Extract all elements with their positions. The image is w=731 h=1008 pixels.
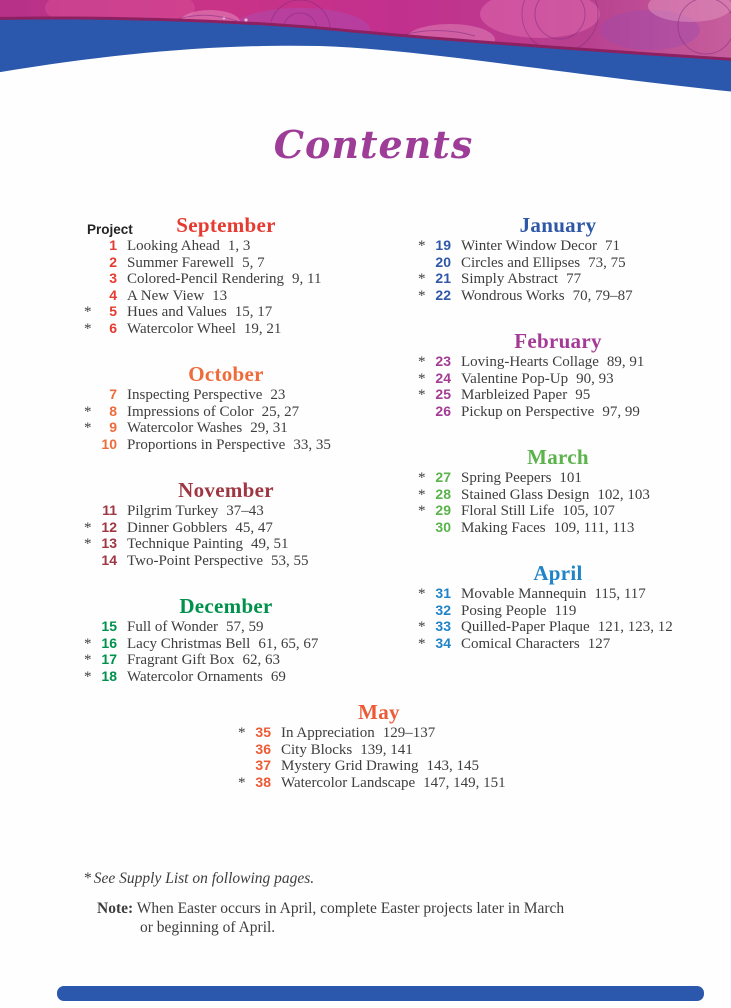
- project-title: Comical Characters: [461, 635, 580, 652]
- project-number: 9: [109, 419, 117, 435]
- month-heading: October: [188, 362, 264, 386]
- project-entry: [84, 419, 368, 436]
- project-pages: 127: [587, 635, 611, 652]
- project-number: 20: [435, 253, 451, 270]
- project-entry: [418, 237, 698, 254]
- project-pages: 15, 17: [234, 304, 273, 320]
- project-pages: 23: [270, 387, 286, 403]
- easter-note: [97, 899, 564, 937]
- project-entry: [418, 370, 698, 387]
- project-entry: [238, 757, 520, 774]
- project-title: Floral Still Life: [461, 503, 555, 519]
- project-title: Simply Abstract: [461, 271, 559, 287]
- supply-list-star: *: [84, 536, 92, 552]
- project-number: 11: [102, 502, 117, 518]
- project-entry: [418, 519, 698, 536]
- project-pages: 73, 75: [588, 254, 626, 271]
- month-section-october: [84, 364, 368, 452]
- supply-list-star: *: [84, 635, 92, 652]
- project-pages: 121, 123, 12: [597, 619, 673, 635]
- project-entry: [418, 635, 698, 652]
- supply-list-star: *: [238, 774, 246, 791]
- project-pages: 129–137: [382, 725, 436, 741]
- supply-list-star: *: [84, 304, 92, 320]
- supply-list-star: *: [418, 586, 426, 602]
- project-entry: [84, 320, 368, 337]
- project-number: 10: [101, 435, 117, 452]
- supply-list-star: *: [84, 420, 92, 436]
- month-section-april: [418, 563, 698, 651]
- project-number: 7: [109, 386, 117, 402]
- project-number: 34: [435, 634, 451, 651]
- month-heading: April: [533, 561, 583, 585]
- project-number: 1: [109, 237, 117, 253]
- bottom-border-bar: [57, 986, 704, 1001]
- project-number: 27: [435, 469, 451, 485]
- supply-list-star: *: [418, 387, 426, 403]
- project-pages: 53, 55: [271, 552, 309, 569]
- month-heading: February: [514, 329, 602, 353]
- project-number: 21: [435, 270, 451, 286]
- project-pages: 69: [270, 668, 286, 685]
- month-heading: March: [527, 445, 589, 469]
- month-section-march: [418, 447, 698, 535]
- project-number: 38: [255, 773, 271, 790]
- month-heading: November: [178, 478, 274, 502]
- supply-list-star: *: [84, 668, 92, 685]
- project-title: Full of Wonder: [127, 619, 219, 635]
- project-title: Inspecting Perspective: [127, 387, 263, 403]
- project-title: Marbleized Paper: [461, 387, 568, 403]
- project-pages: 45, 47: [235, 519, 273, 536]
- month-section-september: [84, 215, 368, 336]
- project-pages: 147, 149, 151: [423, 774, 506, 791]
- project-entry: [418, 602, 698, 619]
- project-title: Mystery Grid Drawing: [281, 758, 419, 774]
- project-entry: [418, 502, 698, 519]
- supply-list-star: *: [418, 370, 426, 387]
- project-title: Circles and Ellipses: [461, 254, 581, 271]
- project-entry: [84, 436, 368, 453]
- project-pages: 95: [575, 387, 591, 403]
- project-entry: [84, 237, 368, 254]
- project-pages: 70, 79–87: [572, 287, 633, 304]
- project-entry: [84, 519, 368, 536]
- project-entry: [418, 254, 698, 271]
- project-entry: [418, 403, 698, 420]
- footnote-asterisk: *: [84, 870, 92, 887]
- project-entry: [418, 469, 698, 486]
- project-pages: 101: [559, 470, 582, 486]
- month-heading: May: [358, 700, 400, 724]
- project-pages: 115, 117: [594, 586, 646, 602]
- project-pages: 13: [212, 287, 228, 304]
- project-entry: [418, 386, 698, 403]
- project-pages: 9, 11: [292, 271, 322, 287]
- project-pages: 139, 141: [360, 741, 413, 758]
- contents-center-column: [238, 702, 520, 818]
- month-heading: September: [176, 213, 276, 237]
- project-number: 28: [435, 485, 451, 502]
- project-number: 8: [109, 402, 117, 419]
- project-entry: [418, 486, 698, 503]
- footnote-text: See Supply List on following pages.: [93, 870, 315, 887]
- project-title: City Blocks: [281, 741, 353, 758]
- supply-list-star: *: [418, 354, 426, 370]
- project-pages: 29, 31: [250, 420, 288, 436]
- project-entry: [238, 774, 520, 791]
- month-heading: January: [519, 213, 597, 237]
- project-number: 13: [101, 535, 117, 551]
- project-pages: 57, 59: [226, 619, 264, 635]
- project-pages: 25, 27: [261, 403, 300, 420]
- project-pages: 89, 91: [606, 354, 645, 370]
- project-title: Wondrous Works: [461, 287, 565, 304]
- month-section-november: [84, 480, 368, 568]
- header-wave-art: [0, 0, 731, 115]
- supply-list-footnote: [84, 870, 314, 888]
- project-number: 25: [435, 386, 451, 402]
- project-pages: 62, 63: [242, 652, 280, 668]
- project-title: Pickup on Perspective: [461, 403, 595, 420]
- project-title: Posing People: [461, 602, 547, 619]
- project-number: 3: [109, 270, 117, 286]
- project-entry: [84, 287, 368, 304]
- note-line2: or beginning of April.: [140, 919, 276, 936]
- project-title: Looking Ahead: [127, 238, 220, 254]
- project-title: Fragrant Gift Box: [127, 652, 235, 668]
- project-entry: [418, 270, 698, 287]
- project-number: 5: [109, 303, 117, 319]
- project-number: 32: [435, 601, 451, 618]
- project-entry: [84, 552, 368, 569]
- project-pages: 109, 111, 113: [553, 519, 635, 536]
- project-entry: [418, 353, 698, 370]
- supply-list-star: *: [418, 635, 426, 652]
- project-entry: [84, 635, 368, 652]
- supply-list-star: *: [84, 320, 92, 337]
- project-entry: [84, 618, 368, 635]
- supply-list-star: *: [418, 238, 426, 254]
- project-title: Quilled-Paper Plaque: [461, 619, 590, 635]
- month-heading: December: [179, 594, 273, 618]
- project-number: 16: [101, 634, 117, 651]
- project-number: 12: [101, 518, 117, 535]
- project-title: Loving-Hearts Collage: [461, 354, 599, 370]
- project-title: Dinner Gobblers: [127, 519, 228, 536]
- project-title: Pilgrim Turkey: [127, 503, 219, 519]
- supply-list-star: *: [238, 725, 246, 741]
- project-number: 17: [101, 651, 117, 667]
- project-entry: [238, 741, 520, 758]
- project-number: 35: [255, 724, 271, 740]
- project-pages: 37–43: [226, 503, 264, 519]
- project-title: Technique Painting: [127, 536, 244, 552]
- project-number: 33: [435, 618, 451, 634]
- project-number: 36: [255, 740, 271, 757]
- month-section-february: [418, 331, 698, 419]
- project-entry: [84, 254, 368, 271]
- project-title: Summer Farewell: [127, 254, 235, 271]
- supply-list-star: *: [418, 470, 426, 486]
- project-pages: 61, 65, 67: [258, 635, 319, 652]
- project-entry: [84, 535, 368, 552]
- project-entry: [418, 618, 698, 635]
- contents-left-column: [84, 215, 368, 712]
- project-title: Movable Mannequin: [461, 586, 587, 602]
- contents-right-column: [418, 215, 698, 679]
- project-pages: 77: [566, 271, 582, 287]
- project-pages: 102, 103: [597, 486, 650, 503]
- project-pages: 33, 35: [293, 436, 331, 453]
- project-title: Impressions of Color: [127, 403, 254, 420]
- project-number: 22: [435, 286, 451, 303]
- month-section-may: [238, 702, 520, 790]
- project-pages: 5, 7: [242, 254, 265, 271]
- project-entry: [84, 303, 368, 320]
- project-title: Colored-Pencil Rendering: [127, 271, 285, 287]
- project-pages: 143, 145: [426, 758, 479, 774]
- project-pages: 97, 99: [602, 403, 640, 420]
- project-title: A New View: [127, 287, 205, 304]
- project-entry: [84, 386, 368, 403]
- project-title: Watercolor Washes: [127, 420, 243, 436]
- project-pages: 71: [604, 238, 620, 254]
- supply-list-star: *: [84, 519, 92, 536]
- project-pages: 19, 21: [243, 320, 282, 337]
- supply-list-star: *: [418, 619, 426, 635]
- project-number: 24: [435, 369, 451, 386]
- project-title: Watercolor Ornaments: [127, 668, 263, 685]
- project-number: 18: [101, 667, 117, 684]
- project-entry: [84, 502, 368, 519]
- note-label: Note:: [97, 900, 134, 917]
- project-number: 31: [435, 585, 451, 601]
- project-entry: [418, 287, 698, 304]
- project-number: 30: [435, 518, 451, 535]
- project-title: Watercolor Wheel: [127, 320, 236, 337]
- project-number: 15: [101, 618, 117, 634]
- project-title: In Appreciation: [281, 725, 375, 741]
- month-section-december: [84, 596, 368, 684]
- project-number: 19: [435, 237, 451, 253]
- project-title: Hues and Values: [127, 304, 227, 320]
- project-number: 26: [435, 402, 451, 419]
- project-title: Valentine Pop-Up: [461, 370, 569, 387]
- supply-list-star: *: [418, 271, 426, 287]
- project-title: Spring Peepers: [461, 470, 552, 486]
- project-number: 37: [255, 757, 271, 773]
- project-number: 2: [109, 253, 117, 270]
- supply-list-star: *: [418, 486, 426, 503]
- project-entry: [84, 651, 368, 668]
- project-title: Proportions in Perspective: [127, 436, 286, 453]
- supply-list-star: *: [418, 503, 426, 519]
- project-number: 4: [109, 286, 117, 303]
- project-pages: 105, 107: [562, 503, 615, 519]
- project-title: Two-Point Perspective: [127, 552, 264, 569]
- project-entry: [84, 403, 368, 420]
- note-line1: When Easter occurs in April, complete Easter projects later in March: [136, 900, 565, 917]
- project-entry: [84, 668, 368, 685]
- project-title: Making Faces: [461, 519, 546, 536]
- project-title: Lacy Christmas Bell: [127, 635, 251, 652]
- project-pages: 49, 51: [251, 536, 289, 552]
- project-number: 6: [109, 319, 117, 336]
- project-number: 29: [435, 502, 451, 518]
- project-entry: [238, 724, 520, 741]
- supply-list-star: *: [418, 287, 426, 304]
- project-title: Watercolor Landscape: [281, 774, 416, 791]
- page-title: Contents: [273, 122, 474, 167]
- project-number: 14: [101, 551, 117, 568]
- month-section-january: [418, 215, 698, 303]
- project-pages: 1, 3: [227, 238, 251, 254]
- project-entry: [418, 585, 698, 602]
- project-title: Stained Glass Design: [461, 486, 590, 503]
- project-pages: 90, 93: [576, 370, 614, 387]
- supply-list-star: *: [84, 652, 92, 668]
- project-entry: [84, 270, 368, 287]
- supply-list-star: *: [84, 403, 92, 420]
- project-pages: 119: [554, 602, 577, 619]
- project-number: 23: [435, 353, 451, 369]
- project-title: Winter Window Decor: [461, 238, 597, 254]
- project-column-label: Project: [87, 222, 133, 237]
